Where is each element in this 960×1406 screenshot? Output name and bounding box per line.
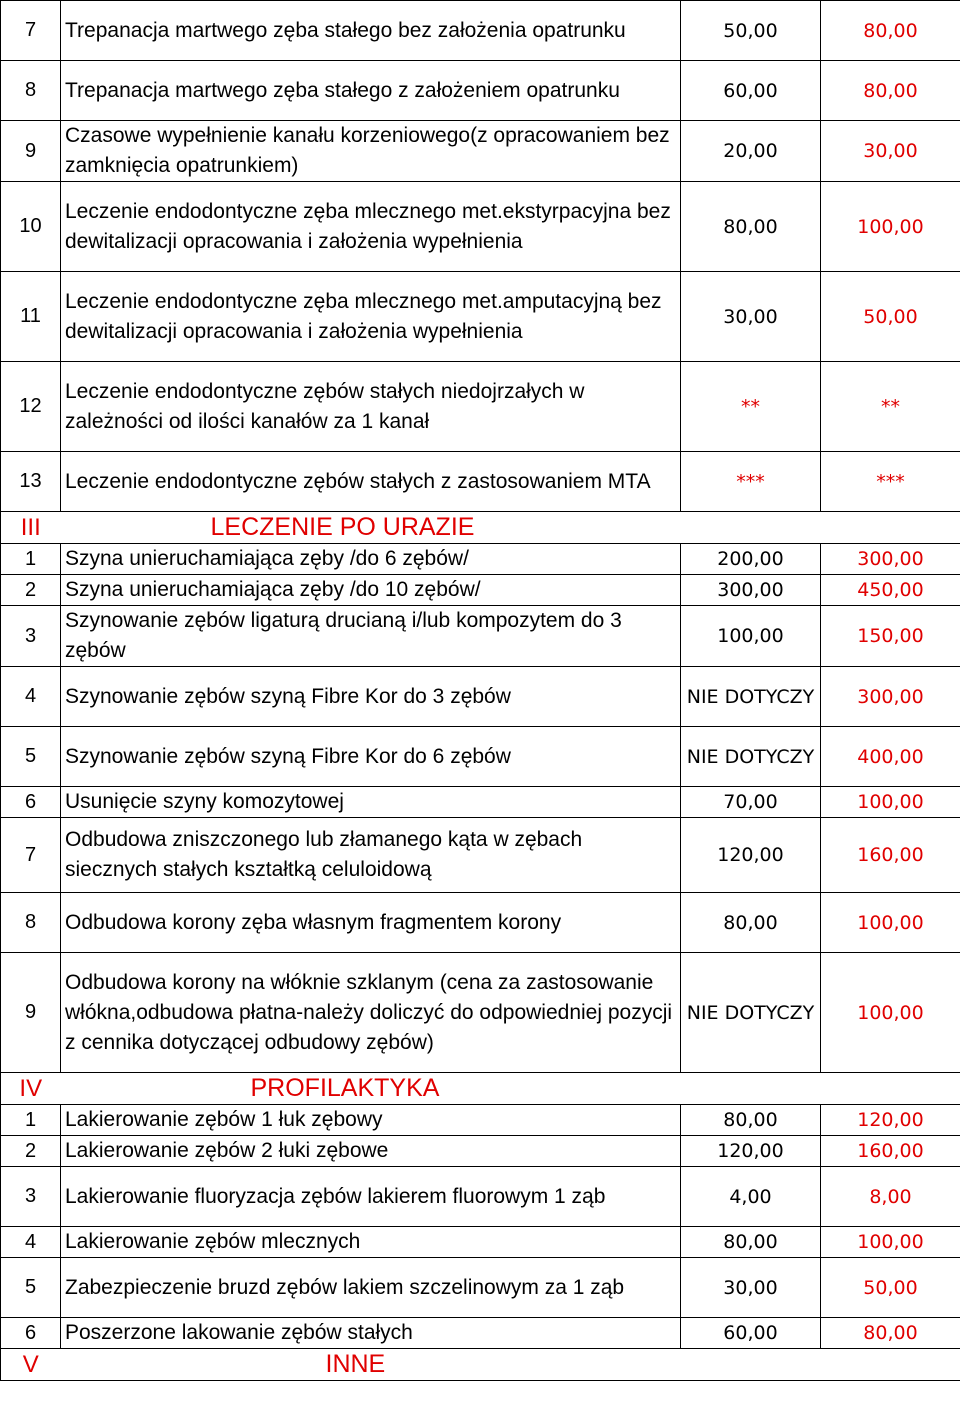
price-column-2: 30,00 bbox=[821, 121, 960, 182]
price-column-1: NIE DOTYCZY bbox=[681, 667, 821, 727]
item-number: 3 bbox=[1, 606, 61, 667]
table-row bbox=[1, 893, 960, 953]
item-number: 1 bbox=[1, 1105, 61, 1136]
item-number: 7 bbox=[1, 1, 61, 61]
price-list-body bbox=[1, 1, 960, 1381]
item-number: 6 bbox=[1, 1318, 61, 1349]
item-description: Usunięcie szyny komozytowej bbox=[61, 787, 681, 818]
item-description: Lakierowanie zębów 2 łuki zębowe bbox=[61, 1136, 681, 1167]
price-column-2: 100,00 bbox=[821, 953, 960, 1073]
price-column-1: 4,00 bbox=[681, 1167, 821, 1227]
price-column-1: 120,00 bbox=[681, 818, 821, 893]
price-column-1: 80,00 bbox=[681, 1227, 821, 1258]
price-column-1: 60,00 bbox=[681, 61, 821, 121]
price-column-2: 100,00 bbox=[821, 893, 960, 953]
item-number: 8 bbox=[1, 61, 61, 121]
item-description: Leczenie endodontyczne zębów stałych z zastosowaniem MTA bbox=[61, 452, 681, 512]
price-column-1: 80,00 bbox=[681, 1105, 821, 1136]
item-number: 8 bbox=[1, 893, 61, 953]
section-title: LECZENIE PO URAZIE bbox=[210, 513, 475, 541]
price-column-2: 300,00 bbox=[821, 667, 960, 727]
price-column-1: NIE DOTYCZY bbox=[681, 953, 821, 1073]
item-description: Poszerzone lakowanie zębów stałych bbox=[61, 1318, 681, 1349]
price-column-2: 150,00 bbox=[821, 606, 960, 667]
price-column-2: 400,00 bbox=[821, 727, 960, 787]
price-column-1: 50,00 bbox=[681, 1, 821, 61]
item-number: 9 bbox=[1, 121, 61, 182]
item-description: Odbudowa korony zęba własnym fragmentem korony bbox=[61, 893, 681, 953]
item-description: Lakierowanie zębów 1 łuk zębowy bbox=[61, 1105, 681, 1136]
section-number: IV bbox=[1, 1073, 61, 1105]
table-row bbox=[1, 272, 960, 362]
section-number: III bbox=[1, 512, 61, 544]
table-row bbox=[1, 667, 960, 727]
item-description: Czasowe wypełnienie kanału korzeniowego(z opracowaniem bez zamknięcia opatrunkiem) bbox=[61, 121, 681, 182]
table-row bbox=[1, 575, 960, 606]
price-column-1: 100,00 bbox=[681, 606, 821, 667]
item-description: Leczenie endodontyczne zęba mlecznego met.ekstyrpacyjna bez dewitalizacji opracowania i założenia wypełnienia bbox=[61, 182, 681, 272]
price-column-2: 50,00 bbox=[821, 272, 960, 362]
section-header-row bbox=[1, 512, 960, 544]
price-column-1: 80,00 bbox=[681, 893, 821, 953]
table-row bbox=[1, 1167, 960, 1227]
table-row bbox=[1, 1105, 960, 1136]
section-title: INNE bbox=[325, 1350, 386, 1378]
item-description: Szynowanie zębów ligaturą drucianą i/lub kompozytem do 3 zębów bbox=[61, 606, 681, 667]
table-row bbox=[1, 953, 960, 1073]
item-number: 5 bbox=[1, 1258, 61, 1318]
section-title-cell bbox=[61, 1073, 960, 1105]
table-row bbox=[1, 818, 960, 893]
section-title-cell bbox=[61, 1349, 960, 1381]
price-column-2: 100,00 bbox=[821, 787, 960, 818]
section-title-cell bbox=[61, 512, 960, 544]
item-description: Trepanacja martwego zęba stałego z założeniem opatrunku bbox=[61, 61, 681, 121]
table-row bbox=[1, 121, 960, 182]
price-column-1: 120,00 bbox=[681, 1136, 821, 1167]
item-description: Szyna unieruchamiająca zęby /do 10 zębów/ bbox=[61, 575, 681, 606]
section-number: V bbox=[1, 1349, 61, 1381]
price-column-2: 100,00 bbox=[821, 1227, 960, 1258]
price-column-1: NIE DOTYCZY bbox=[681, 727, 821, 787]
price-column-2: 80,00 bbox=[821, 61, 960, 121]
table-row bbox=[1, 1136, 960, 1167]
price-column-1: 30,00 bbox=[681, 1258, 821, 1318]
price-column-1: 30,00 bbox=[681, 272, 821, 362]
item-number: 13 bbox=[1, 452, 61, 512]
price-column-2: 160,00 bbox=[821, 818, 960, 893]
item-description: Lakierowanie zębów mlecznych bbox=[61, 1227, 681, 1258]
price-column-1: 60,00 bbox=[681, 1318, 821, 1349]
item-number: 4 bbox=[1, 667, 61, 727]
price-column-2: 80,00 bbox=[821, 1318, 960, 1349]
item-number: 11 bbox=[1, 272, 61, 362]
item-number: 2 bbox=[1, 575, 61, 606]
table-row bbox=[1, 544, 960, 575]
item-number: 10 bbox=[1, 182, 61, 272]
item-description: Odbudowa korony na włóknie szklanym (cena za zastosowanie włókna,odbudowa płatna-należy doliczyć do odpowiedniej pozycji z cennika dotyczącej odbudowy zębów) bbox=[61, 953, 681, 1073]
item-number: 1 bbox=[1, 544, 61, 575]
table-row bbox=[1, 61, 960, 121]
price-column-2: 450,00 bbox=[821, 575, 960, 606]
price-column-1: ** bbox=[681, 362, 821, 452]
item-description: Zabezpieczenie bruzd zębów lakiem szczelinowym za 1 ząb bbox=[61, 1258, 681, 1318]
item-description: Szyna unieruchamiająca zęby /do 6 zębów/ bbox=[61, 544, 681, 575]
item-description: Szynowanie zębów szyną Fibre Kor do 3 zębów bbox=[61, 667, 681, 727]
item-description: Leczenie endodontyczne zębów stałych niedojrzałych w zależności od ilości kanałów za 1 kanał bbox=[61, 362, 681, 452]
item-number: 7 bbox=[1, 818, 61, 893]
table-row bbox=[1, 787, 960, 818]
price-column-1: 200,00 bbox=[681, 544, 821, 575]
price-column-1: 70,00 bbox=[681, 787, 821, 818]
price-column-1: 20,00 bbox=[681, 121, 821, 182]
item-number: 4 bbox=[1, 1227, 61, 1258]
item-description: Leczenie endodontyczne zęba mlecznego met.amputacyjną bez dewitalizacji opracowania i założenia wypełnienia bbox=[61, 272, 681, 362]
table-row bbox=[1, 452, 960, 512]
price-column-2: 120,00 bbox=[821, 1105, 960, 1136]
table-row bbox=[1, 362, 960, 452]
price-column-2: 300,00 bbox=[821, 544, 960, 575]
price-column-2: ** bbox=[821, 362, 960, 452]
price-column-2: 160,00 bbox=[821, 1136, 960, 1167]
price-column-1: 300,00 bbox=[681, 575, 821, 606]
item-number: 5 bbox=[1, 727, 61, 787]
item-description: Odbudowa zniszczonego lub złamanego kąta w zębach siecznych stałych kształtką celuloidową bbox=[61, 818, 681, 893]
table-row bbox=[1, 1227, 960, 1258]
item-number: 12 bbox=[1, 362, 61, 452]
price-column-2: 100,00 bbox=[821, 182, 960, 272]
item-description: Lakierowanie fluoryzacja zębów lakierem fluorowym 1 ząb bbox=[61, 1167, 681, 1227]
price-column-2: 50,00 bbox=[821, 1258, 960, 1318]
price-column-1: 80,00 bbox=[681, 182, 821, 272]
item-number: 2 bbox=[1, 1136, 61, 1167]
section-title: PROFILAKTYKA bbox=[250, 1074, 440, 1102]
section-header-row bbox=[1, 1073, 960, 1105]
table-row bbox=[1, 1, 960, 61]
price-column-2: 8,00 bbox=[821, 1167, 960, 1227]
item-description: Szynowanie zębów szyną Fibre Kor do 6 zębów bbox=[61, 727, 681, 787]
item-number: 6 bbox=[1, 787, 61, 818]
price-column-2: 80,00 bbox=[821, 1, 960, 61]
item-number: 9 bbox=[1, 953, 61, 1073]
table-row bbox=[1, 606, 960, 667]
table-row bbox=[1, 1318, 960, 1349]
price-column-2: *** bbox=[821, 452, 960, 512]
price-column-1: *** bbox=[681, 452, 821, 512]
item-number: 3 bbox=[1, 1167, 61, 1227]
table-row bbox=[1, 1258, 960, 1318]
table-row bbox=[1, 727, 960, 787]
section-header-row bbox=[1, 1349, 960, 1381]
item-description: Trepanacja martwego zęba stałego bez założenia opatrunku bbox=[61, 1, 681, 61]
table-row bbox=[1, 182, 960, 272]
